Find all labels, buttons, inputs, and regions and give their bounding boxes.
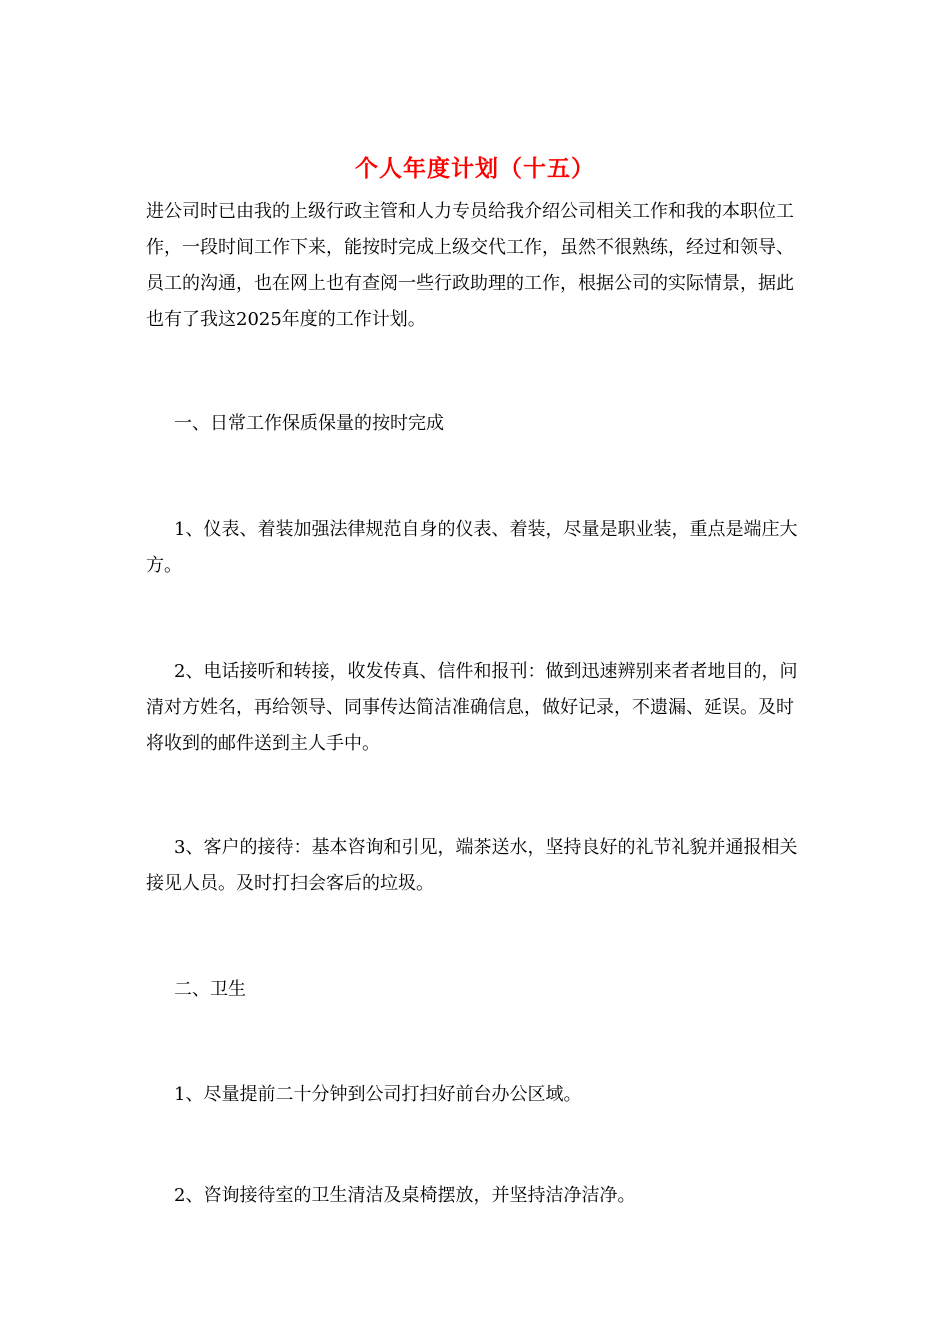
intro-paragraph: 进公司时已由我的上级行政主管和人力专员给我介绍公司相关工作和我的本职位工作，一段时间工作下来，能按时完成上级交代工作，虽然不很熟练，经过和领导、员工的沟通，也在网上也有查阅一些行政助理的工作，根据公司的实际情景，据此也有了我这2025年度的工作计划。 (146, 201, 794, 330)
item-paragraph: 2、咨询接待室的卫生清洁及桌椅摆放，并坚持洁净洁净。 (174, 1185, 636, 1206)
document-title: 个人年度计划（十五） (355, 156, 595, 182)
item-paragraph: 1、仪表、着装加强法律规范自身的仪表、着装，尽量是职业装，重点是端庄大方。 (146, 519, 798, 576)
item-paragraph: 3、客户的接待：基本咨询和引见，端茶送水，坚持良好的礼节礼貌并通报相关接见人员。及时打扫会客后的垃圾。 (146, 837, 798, 894)
section-heading-2: 二、卫生 (174, 979, 246, 1000)
item-paragraph: 2、电话接听和转接，收发传真、信件和报刊：做到迅速辨别来者者地目的，问清对方姓名，再给领导、同事传达简洁准确信息，做好记录，不遗漏、延误。及时将收到的邮件送到主人手中。 (146, 661, 798, 754)
item-paragraph: 1、尽量提前二十分钟到公司打扫好前台办公区域。 (174, 1084, 582, 1105)
section-heading-1: 一、日常工作保质保量的按时完成 (174, 413, 444, 434)
